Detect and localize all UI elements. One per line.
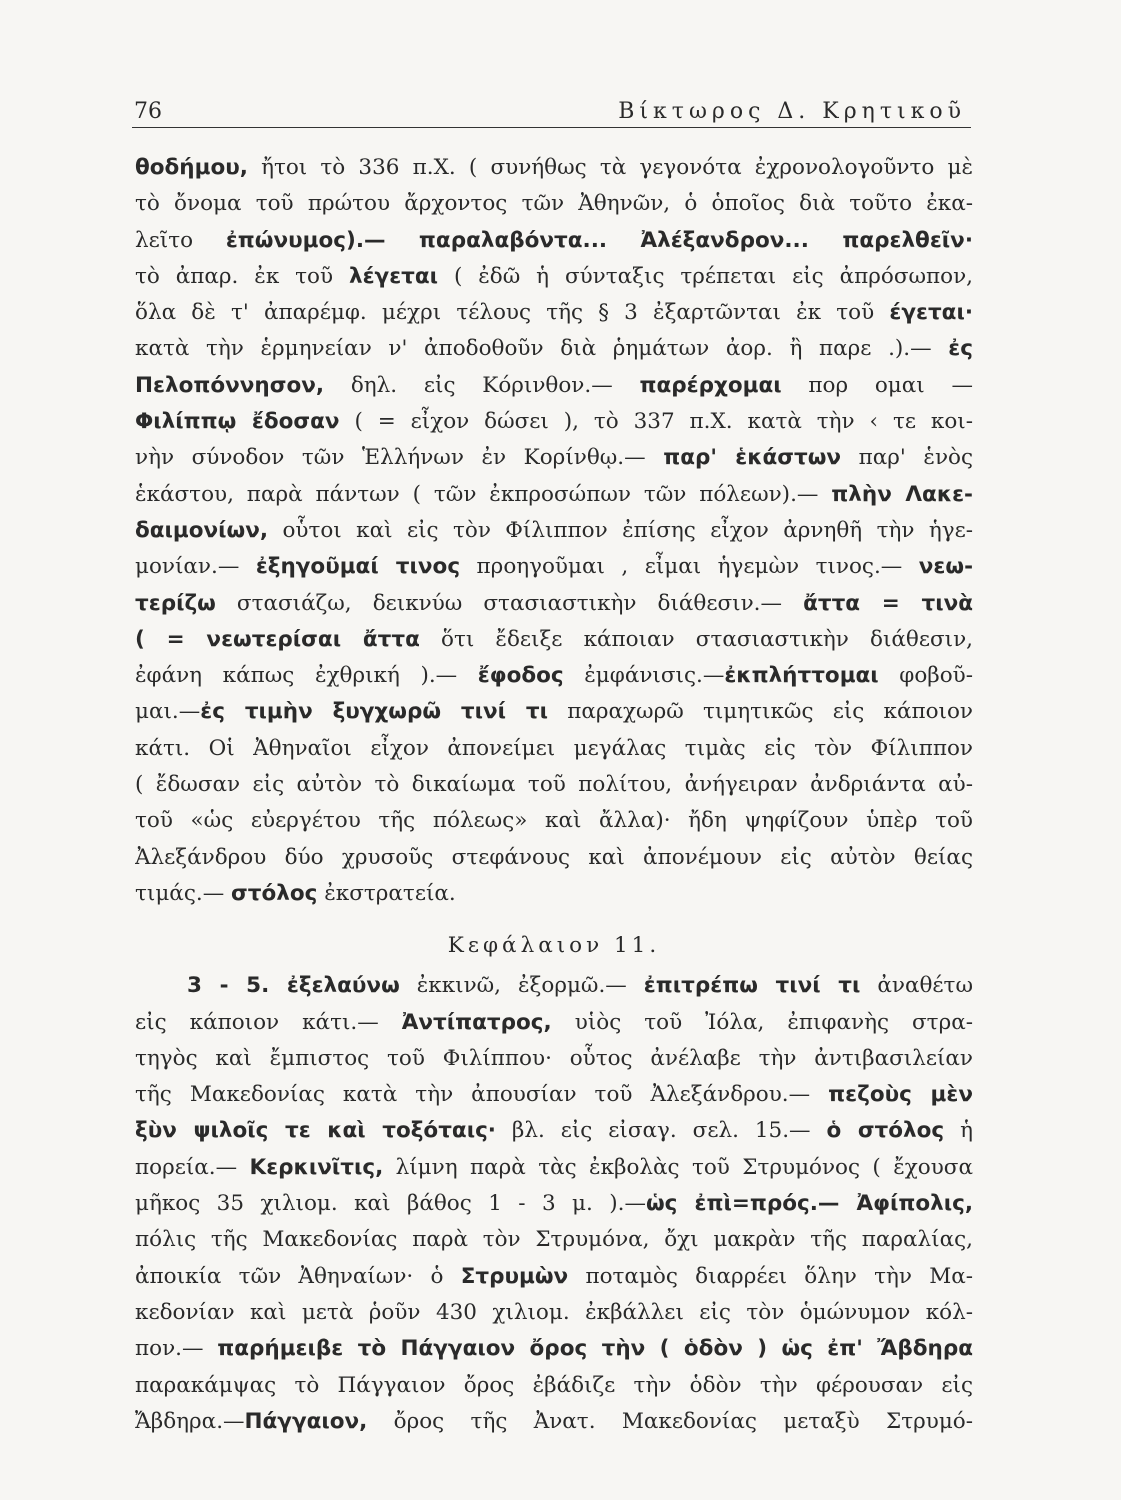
header-rule [132,127,971,128]
text-line: ἐφάνη κάπως ἐχθρική ).— ἔφοδος ἐμφάνισις.—ἐκπλήττομαι φοβοῦ- [135,663,973,689]
text-line: θοδήμου, ἤτοι τὸ 336 π.Χ. ( συνήθως τὰ γεγονότα ἐχρονολογοῦντο μὲ [135,155,973,180]
text-line: ἑκάστου, παρὰ πάντων ( τῶν ἐκπροσώπων τῶν πόλεων).— πλὴν Λακε- [135,481,973,507]
text-line: μῆκος 35 χιλιομ. καὶ βάθος 1 - 3 μ. ).—ὡς ἐπὶ=πρός.— Ἀφίπολις, [135,1191,973,1217]
text-line: τῆς Μακεδονίας κατὰ τὴν ἀπουσίαν τοῦ Ἀλεξάνδρου.— πεζοὺς μὲν [135,1082,973,1108]
text-line: τὸ ἀπαρ. ἐκ τοῦ λέγεται ( ἐδῶ ἡ σύνταξις τρέπεται εἰς ἀπρόσωπον, [135,263,973,289]
text-line: ἀποικία τῶν Ἀθηναίων· ὁ Στρυμὼν ποταμὸς διαρρέει ὅλην τὴν Μα- [135,1263,973,1289]
commentary-block-chapter-10 [135,150,973,912]
text-line: τερίζω στασιάζω, δεικνύω στασιαστικὴν διάθεσιν.— ἄττα = τινὰ [135,590,973,616]
text-line: ( ἔδωσαν εἰς αὐτὸν τὸ δικαίωμα τοῦ πολίτου, ἀνήγειραν ἀνδριάντα αὐ- [135,772,973,798]
commentary-text [135,150,973,1440]
text-line: κατὰ τὴν ἑρμηνείαν ν' ἀποδοθοῦν διὰ ῥημάτων ἀορ. ἢ παρε .).— ἐς [135,336,973,362]
text-line: μαι.—ἐς τιμὴν ξυγχωρῶ τινί τι παραχωρῶ τιμητικῶς εἰς κάποιον [135,699,973,725]
text-line: 3 - 5. ἐξελαύνω ἐκκινῶ, ἐξορμῶ.— ἐπιτρέπω τινί τι ἀναθέτω [187,973,973,999]
text-line: νὴν σύνοδον τῶν Ἑλλήνων ἐν Κορίνθῳ.— παρ' ἑκάστων παρ' ἑνὸς [135,445,973,471]
text-line: Πελοπόννησον, δηλ. εἰς Κόρινθον.— παρέρχομαι πορ ομαι — [135,372,973,398]
text-line: τὸ ὄνομα τοῦ πρώτου ἄρχοντος τῶν Ἀθηνῶν, ὁ ὁποῖος διὰ τοῦτο ἐκα- [135,191,973,217]
text-line: ( = νεωτερίσαι ἄττα ὅτι ἔδειξε κάποιαν στασιαστικὴν διάθεσιν, [135,626,973,652]
page-header [134,84,966,124]
text-line: ὅλα δὲ τ' ἀπαρέμφ. μέχρι τέλους τῆς § 3 ἐξαρτῶνται ἐκ τοῦ έγεται· [135,300,973,326]
text-line: ξὺν ψιλοῖς τε καὶ τοξόταις· βλ. εἰς εἰσαγ. σελ. 15.— ὁ στόλος ἡ [135,1118,973,1144]
commentary-block-chapter-11 [135,968,973,1440]
text-line: παρακάμψας τὸ Πάγγαιον ὄρος ἐβάδιζε τὴν ὁδὸν τὴν φέρουσαν εἰς [135,1372,973,1398]
text-line: μονίαν.— ἐξηγοῦμαί τινος προηγοῦμαι , εἶμαι ἡγεμὼν τινος.— νεω- [135,554,973,580]
text-line: τιμάς.— στόλος ἐκστρατεία. [135,880,456,906]
page-number: 76 [134,99,162,124]
text-line: τοῦ «ὡς εὐεργέτου τῆς πόλεως» καὶ ἄλλα)· ἤδη ψηφίζουν ὑπὲρ τοῦ [135,808,973,834]
text-line: τηγὸς καὶ ἔμπιστος τοῦ Φιλίππου· οὗτος ἀνέλαβε τὴν ἀντιβασιλείαν [135,1045,973,1071]
text-line: λεῖτο ἐπώνυμος).— παραλαβόντα... Ἀλέξανδρον... παρελθεῖν· [135,227,973,253]
running-title: Βίκτωρος Δ. Κρητικοῦ [618,99,966,124]
text-line: κεδονίαν καὶ μετὰ ῥοῦν 430 χιλιομ. ἐκβάλλει εἰς τὸν ὁμώνυμον κόλ- [135,1299,973,1325]
text-line: πόλις τῆς Μακεδονίας παρὰ τὸν Στρυμόνα, ὄχι μακρὰν τῆς παραλίας, [135,1227,973,1253]
text-line: Ἀλεξάνδρου δύο χρυσοῦς στεφάνους καὶ ἀπονέμουν εἰς αὐτὸν θείας [135,844,973,870]
text-line: Ἄβδηρα.—Πάγγαιον, ὄρος τῆς Ἀνατ. Μακεδονίας μεταξὺ Στρυμό- [135,1408,973,1434]
text-line: Φιλίππῳ ἔδοσαν ( = εἶχον δώσει ), τὸ 337 π.Χ. κατὰ τὴν ‹ τε κοι- [135,409,973,435]
text-line: εἰς κάποιον κάτι.— Ἀντίπατρος, υἱὸς τοῦ Ἰόλα, ἐπιφανὴς στρα- [135,1009,973,1035]
text-line: πον.— παρήμειβε τὸ Πάγγαιον ὄρος τὴν ( ὁδὸν ) ὡς ἐπ' Ἄβδηρα [135,1336,973,1362]
text-line: δαιμονίων, οὗτοι καὶ εἰς τὸν Φίλιππον ἐπίσης εἶχον ἀρνηθῆ τὴν ἡγε- [135,517,973,543]
text-line: κάτι. Οἱ Ἀθηναῖοι εἶχον ἀπονείμει μεγάλας τιμὰς εἰς τὸν Φίλιππον [135,735,973,761]
text-line: πορεία.— Κερκινῖτις, λίμνη παρὰ τὰς ἐκβολὰς τοῦ Στρυμόνος ( ἔχουσα [135,1154,973,1180]
chapter-heading: Κεφάλαιον 11. [447,933,661,959]
